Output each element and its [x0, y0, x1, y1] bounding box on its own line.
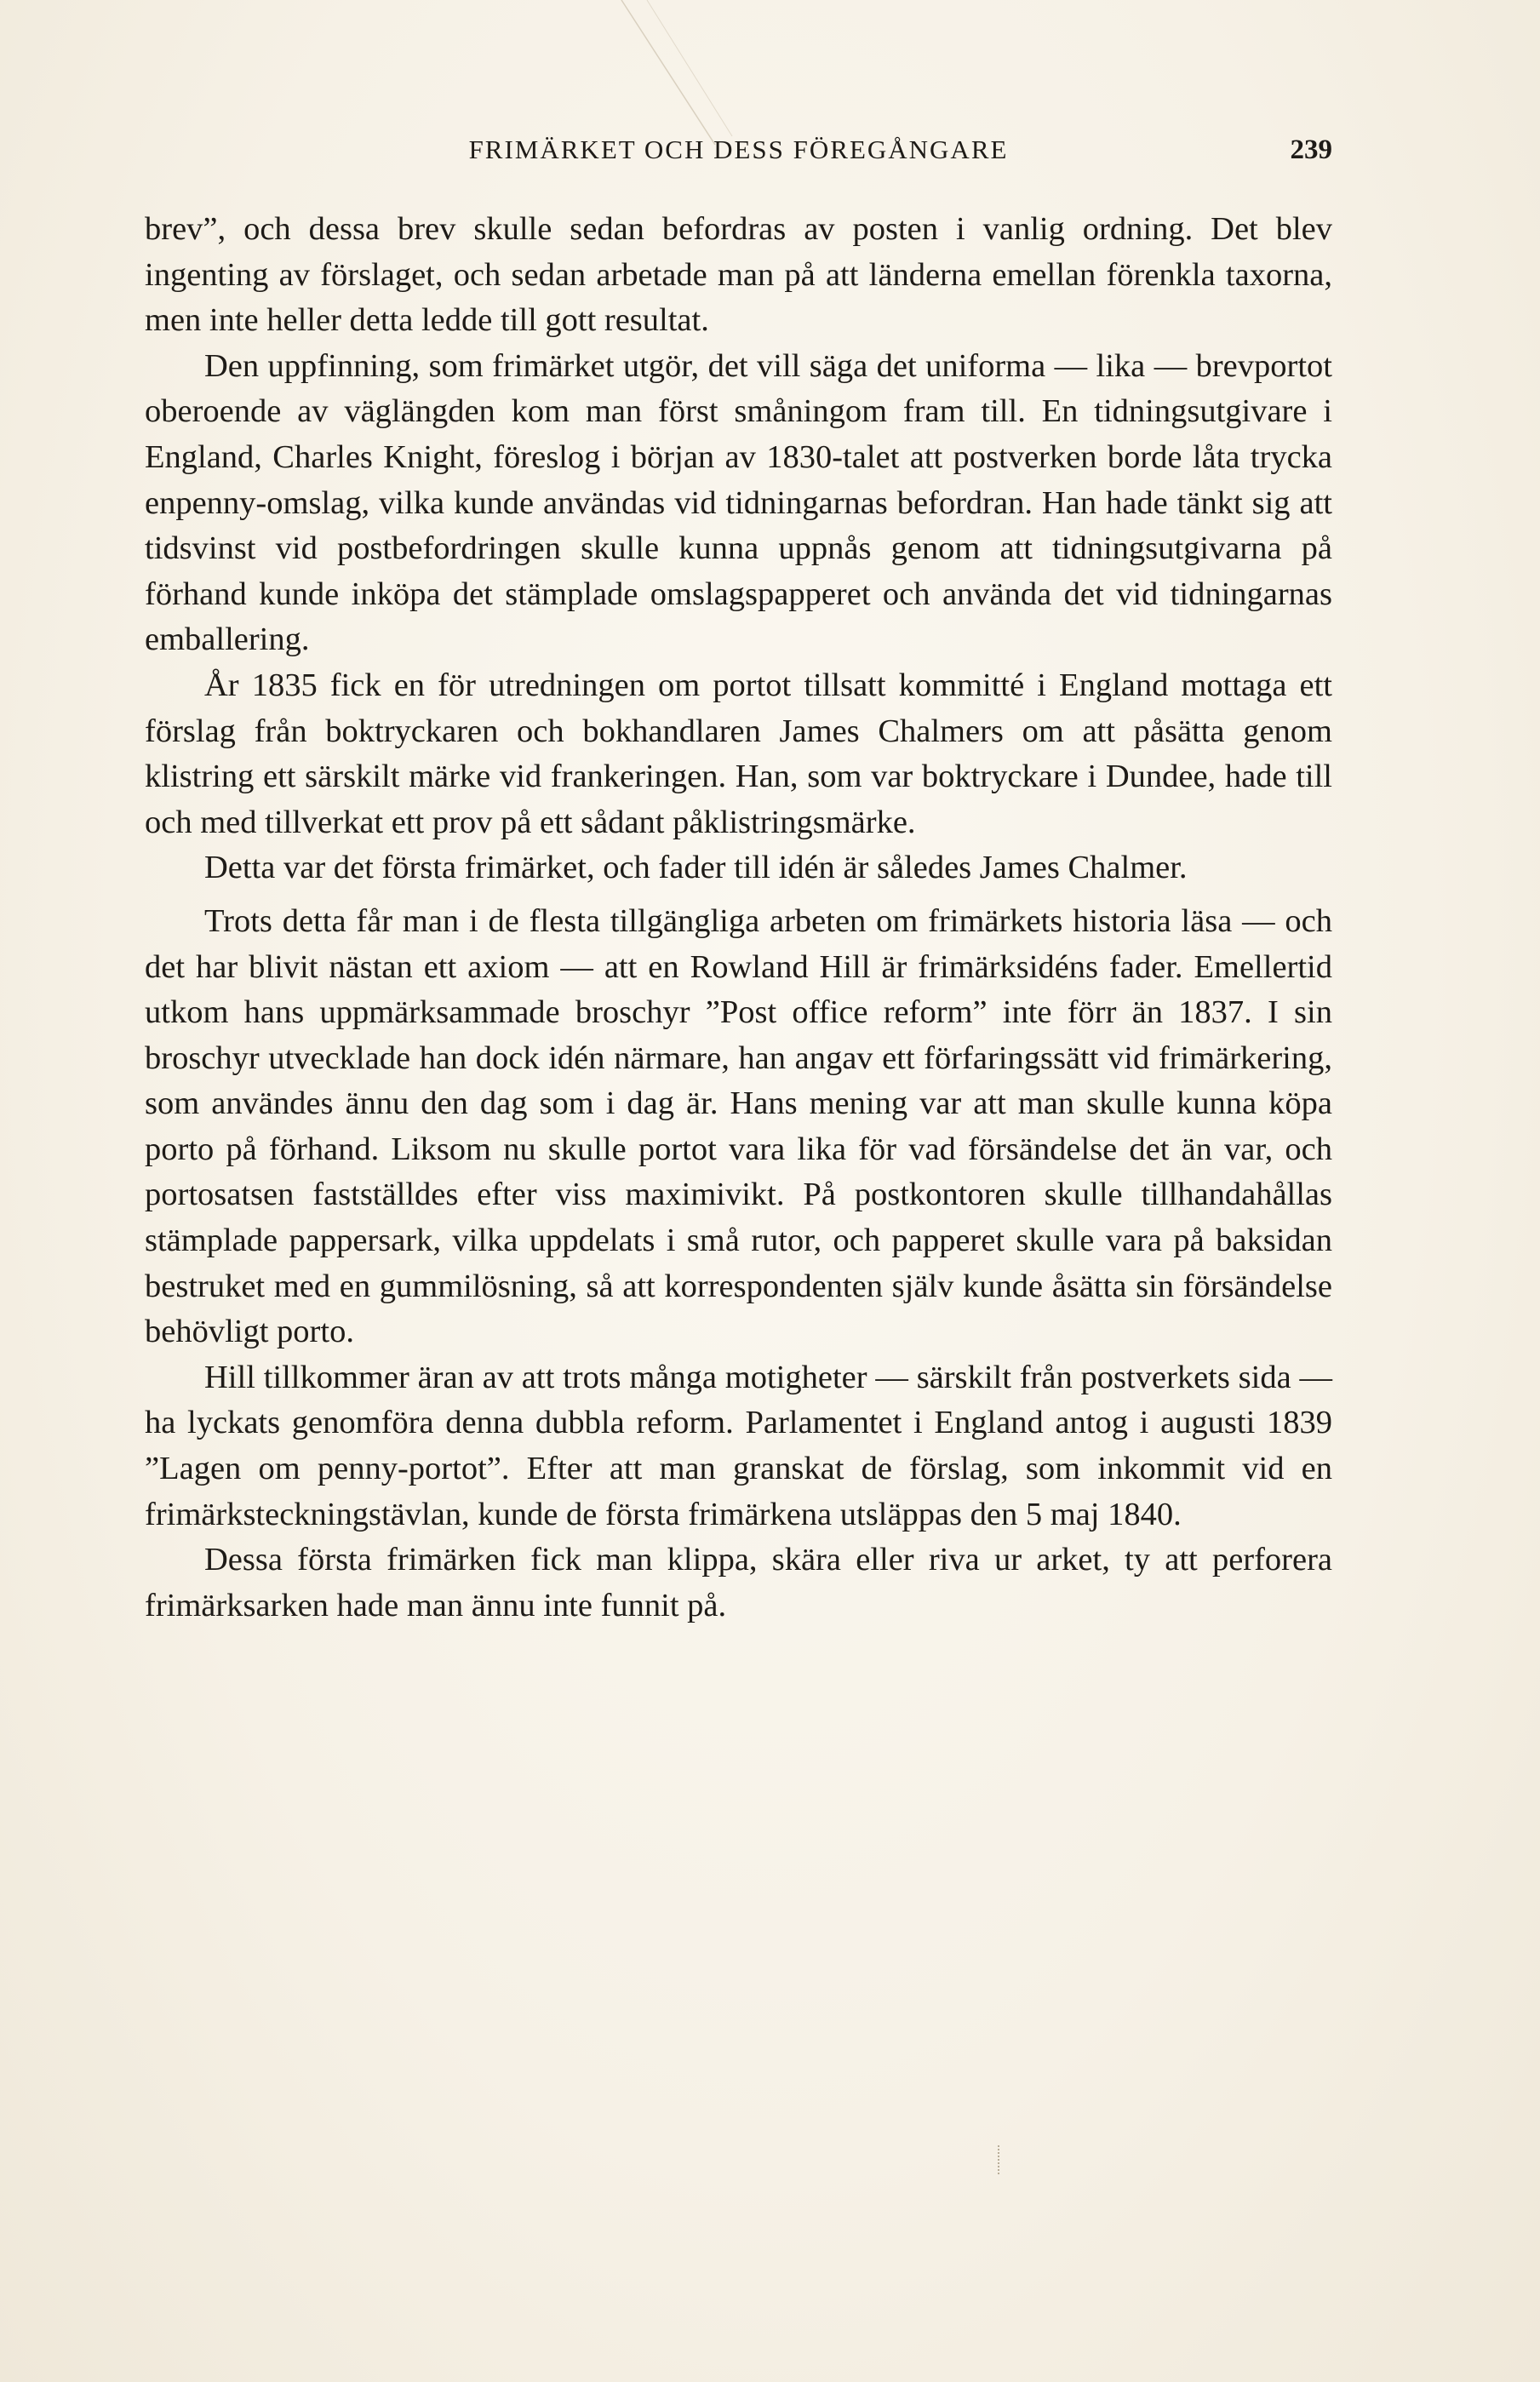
paragraph: År 1835 fick en för utredningen om portot tillsatt kommitté i England mottaga ett förslag från boktryckaren och bokhandlaren James Chalmers om att påsätta genom klistring ett särskilt märke vid frankeringen. Han, som var boktryckare i Dundee, hade till och med tillverkat ett prov på ett sådant påklistringsmärke.	[145, 667, 1332, 840]
paragraph: Dessa första frimärken fick man klippa, skära eller riva ur arket, ty att perforera frimärksarken hade man ännu inte funnit på.	[145, 1542, 1332, 1623]
running-head: FRIMÄRKET OCH DESS FÖREGÅNGARE	[468, 135, 1009, 164]
page-number: 239	[1290, 135, 1332, 165]
paragraph: Detta var det första frimärket, och fader till idén är således James Chalmer.	[204, 850, 1188, 886]
stray-mark	[998, 2145, 1003, 2174]
paragraph: Den uppfinning, som frimärket utgör, det vill säga det uniforma — lika — brevportot oberoende av väglängden kom man först småningom fram till. En tidningsutgivare i England, Charles Knight, föreslog i början av 1830-talet att postverken borde låta trycka enpenny-omslag, vilka kunde användas vid tidningarnas befordran. Han hade tänkt sig att tidsvinst vid postbefordringen skulle kunna uppnås genom att tidningsutgivarna på förhand kunde inköpa det stämplade omslagspapperet och använda det vid tidningarnas emballering.	[145, 347, 1332, 658]
paragraph: Hill tillkommer äran av att trots många motigheter — särskilt från postverkets sida — ha lyckats genomföra denna dubbla reform. Parlamentet i England antog i augusti 1839 ”Lagen om penny-portot”. Efter att man granskat de förslag, som inkommit vid en frimärksteckningstävlan, kunde de första frimärkena utsläppas den 5 maj 1840.	[145, 1359, 1332, 1532]
paragraph: brev”, och dessa brev skulle sedan befordras av posten i vanlig ordning. Det blev ingenting av förslaget, och sedan arbetade man på att länderna emellan förenkla taxorna, men inte heller detta ledde till gott resultat.	[145, 211, 1332, 339]
page-header	[145, 135, 1332, 179]
body-text	[145, 207, 1332, 1629]
paper-crease	[587, 0, 758, 145]
paragraph: Trots detta får man i de flesta tillgängliga arbeten om frimärkets historia läsa — och det har blivit nästan ett axiom — att en Rowland Hill är frimärksidéns fader. Emellertid utkom hans uppmärksammade broschyr ”Post office reform” inte förr än 1837. I sin broschyr utvecklade han dock idén närmare, han angav ett förfaringssätt vid frimärkering, som användes ännu den dag som i dag är. Hans mening var att man skulle kunna köpa porto på förhand. Liksom nu skulle portot vara lika för vad försändelse det än var, och portosatsen fastställdes efter viss maximivikt. På postkontoren skulle tillhandahållas stämplade pappersark, vilka uppdelats i små rutor, och papperet skulle vara på baksidan bestruket med en gummilösning, så att korrespondenten själv kunde åsätta sin försändelse behövligt porto.	[145, 902, 1332, 1350]
